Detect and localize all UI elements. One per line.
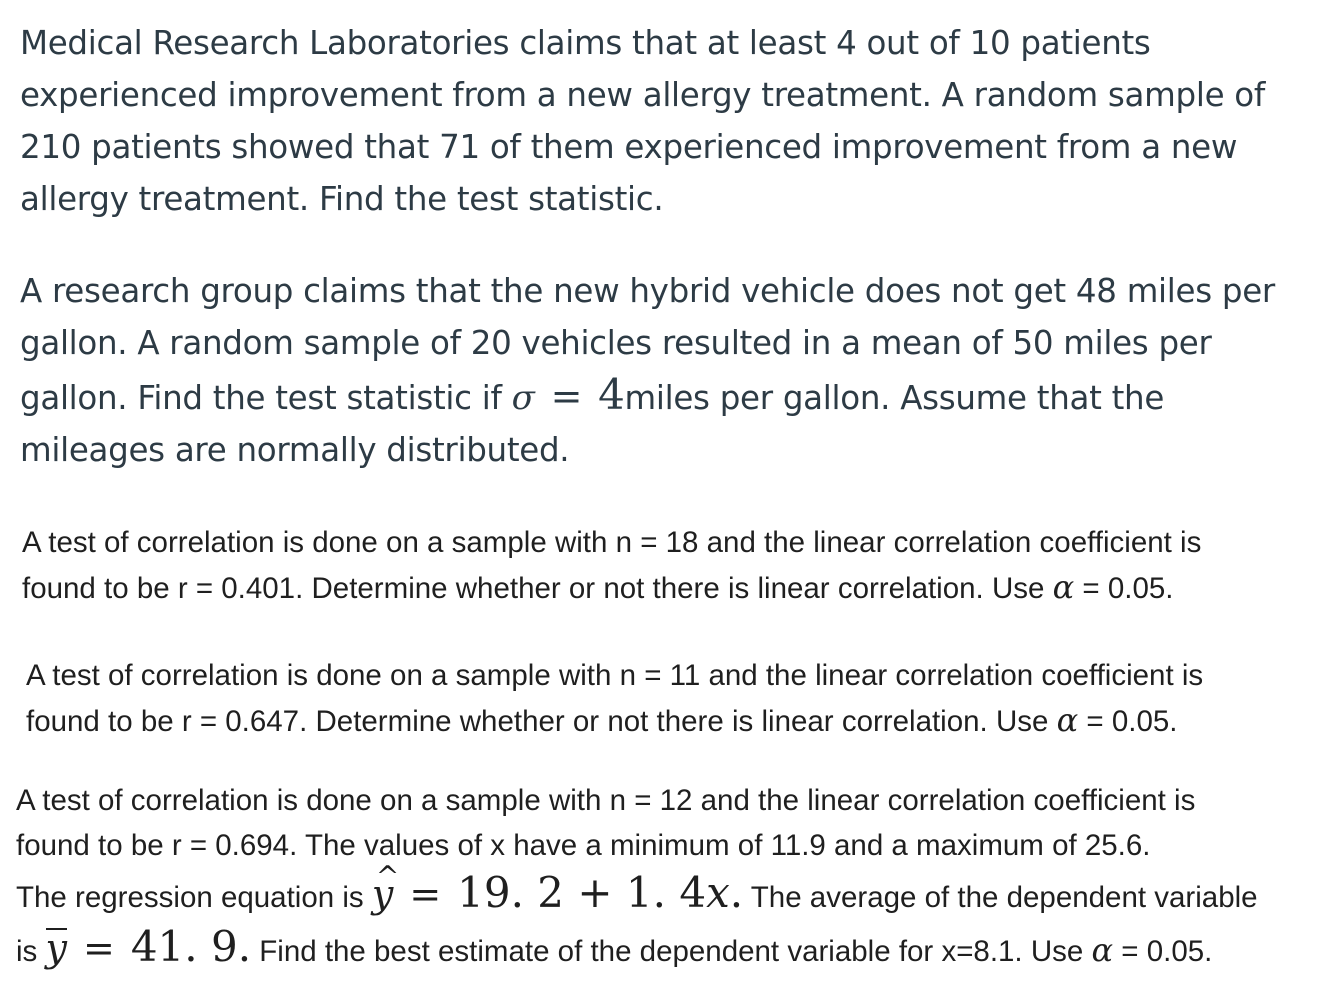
question-1-proportion-test — [20, 17, 1265, 225]
question-3-line-2-text: found to be r = 0.401. Determine whether or not there is linear correlation. Use — [22, 572, 1053, 605]
question-1-line-2: experienced improvement from a new allergy treatment. A random sample of — [20, 76, 1266, 114]
alpha-symbol: α — [1056, 701, 1079, 739]
question-4-line-2-text: found to be r = 0.647. Determine whether or not there is linear correlation. Use — [26, 705, 1057, 738]
sigma-symbol: σ — [511, 378, 535, 418]
question-5-line-4-mid: Find the best estimate of the dependent variable for x=8.1. Use — [251, 935, 1092, 968]
question-5-line-4 — [16, 922, 1258, 976]
question-4-correlation-test — [26, 653, 1203, 744]
question-4-alpha-value: = 0.05. — [1078, 705, 1178, 738]
question-2-line-2: gallon. A random sample of 20 vehicles resulted in a mean of 50 miles per — [20, 324, 1212, 362]
y-bar-period: . — [237, 922, 252, 971]
question-5-alpha-value: = 0.05. — [1113, 935, 1213, 968]
sigma-value: 4 — [598, 370, 625, 419]
question-5-line-3 — [16, 868, 1258, 922]
question-5-line-1: A test of correlation is done on a sample with n = 12 and the linear correlation coefficient is — [16, 784, 1196, 817]
regression-period: . — [729, 868, 744, 917]
alpha-symbol: α — [1091, 931, 1114, 969]
question-1-line-4: allergy treatment. Find the test statistic. — [20, 180, 664, 218]
question-2-mean-test — [20, 265, 1275, 476]
question-2-line-4: mileages are normally distributed. — [20, 431, 570, 469]
question-2-line-1: A research group claims that the new hybrid vehicle does not get 48 miles per — [20, 272, 1275, 310]
question-2-line-3-tail: miles per gallon. Assume that the — [624, 379, 1165, 417]
alpha-symbol: α — [1052, 568, 1075, 606]
equals-sign: = — [409, 872, 442, 916]
y-hat-symbol: ^ y — [372, 870, 393, 919]
question-5-line-3-tail: The average of the dependent variable — [743, 881, 1258, 914]
equals-sign: = — [550, 374, 583, 418]
question-5-regression-estimate — [16, 778, 1258, 976]
question-2-line-3-text: gallon. Find the test statistic if — [20, 379, 512, 417]
question-5-line-4-text: is — [16, 935, 46, 968]
question-1-line-3: 210 patients showed that 71 of them experienced improvement from a new — [20, 128, 1238, 166]
y-bar-symbol: y — [45, 926, 67, 970]
regression-variable: x — [706, 868, 730, 917]
question-5-line-3-text: The regression equation is — [16, 881, 372, 914]
question-1-line-1: Medical Research Laboratories claims that at least 4 out of 10 patients — [20, 24, 1151, 62]
question-5-line-2: found to be r = 0.694. The values of x have a minimum of 11.9 and a maximum of 25.6. — [16, 829, 1151, 862]
question-3-correlation-test — [22, 520, 1201, 611]
question-3-line-1: A test of correlation is done on a sample with n = 18 and the linear correlation coefficient is — [22, 526, 1202, 559]
question-3-alpha-value: = 0.05. — [1074, 572, 1174, 605]
question-3-line-2 — [22, 565, 1201, 611]
y-bar-value: 41. 9 — [130, 922, 238, 971]
question-4-line-1: A test of correlation is done on a sample with n = 11 and the linear correlation coefficient is — [26, 659, 1204, 692]
regression-coefficients: 19. 2 + 1. 4 — [457, 868, 707, 917]
question-2-line-3 — [20, 369, 1275, 424]
question-4-line-2 — [26, 698, 1203, 744]
equals-sign: = — [82, 926, 115, 970]
